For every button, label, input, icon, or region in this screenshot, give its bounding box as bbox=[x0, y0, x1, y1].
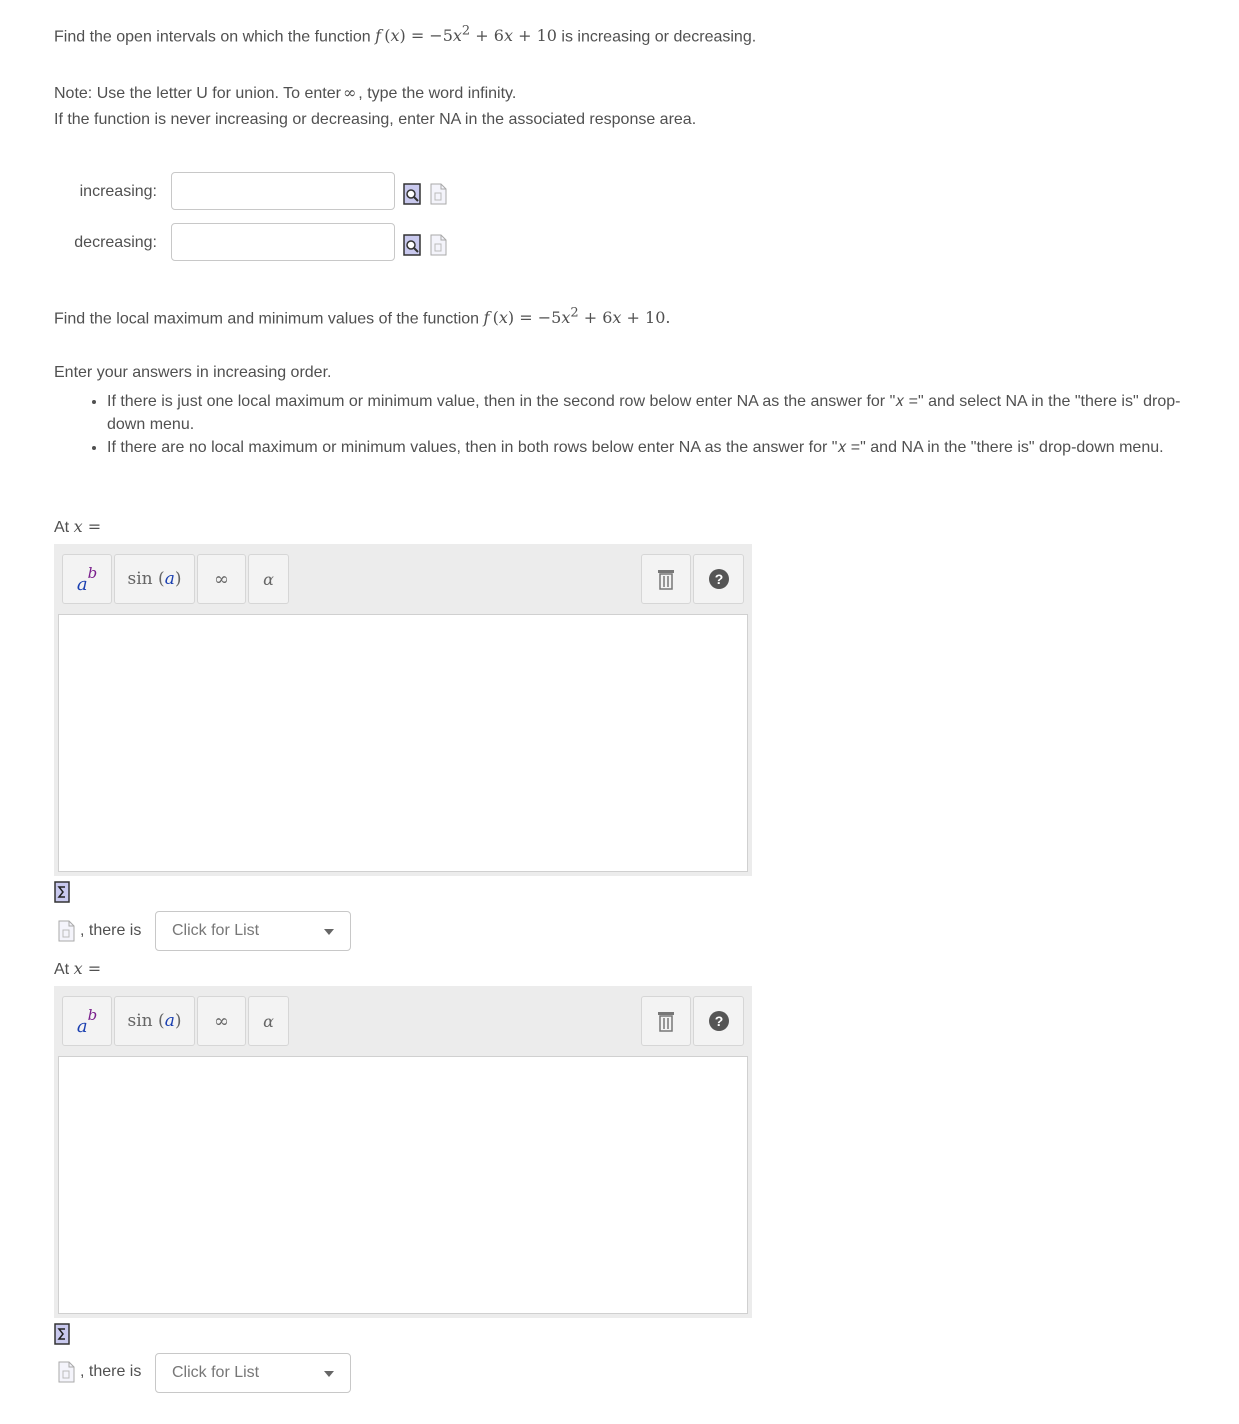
help-button[interactable] bbox=[693, 554, 744, 604]
document-icon[interactable] bbox=[58, 920, 75, 942]
svg-text:?: ? bbox=[714, 571, 723, 587]
sigma-icon[interactable] bbox=[54, 881, 70, 903]
instruction-text: Enter your answers in increasing order. bbox=[54, 364, 332, 381]
at-x-label: At x = bbox=[54, 517, 102, 536]
preview-icon[interactable] bbox=[403, 183, 421, 205]
sigma-icon[interactable] bbox=[54, 1323, 70, 1345]
document-icon[interactable] bbox=[58, 1361, 75, 1383]
help-button[interactable] bbox=[693, 996, 744, 1046]
preview-icon[interactable] bbox=[403, 234, 421, 256]
function-formula: f $(x) = -5x^2 + 6x + 10$ bbox=[375, 24, 557, 46]
increasing-label: increasing: bbox=[79, 183, 157, 200]
function-button[interactable]: sin ( a ) bbox=[114, 996, 195, 1046]
there-is-dropdown[interactable] bbox=[155, 1353, 351, 1393]
infinity-button[interactable]: ∞ bbox=[197, 996, 246, 1046]
decreasing-input[interactable] bbox=[171, 223, 395, 261]
trash-icon bbox=[657, 568, 675, 590]
question-prompt: Find the open intervals on which the function f $(x) = -5x^2 + 6x + 10$ is increasing or decreasing. bbox=[54, 24, 757, 46]
exponent-button[interactable]: a b bbox=[62, 554, 112, 604]
math-input-area[interactable] bbox=[58, 1056, 748, 1314]
function-button[interactable]: sin ( a ) bbox=[114, 554, 195, 604]
at-x-label: At x = bbox=[54, 959, 102, 978]
math-toolbar bbox=[54, 544, 752, 614]
note-line-1: Note: Use the letter U for union. To enter ∞ , type the word infinity. bbox=[54, 83, 517, 102]
trash-button[interactable] bbox=[641, 554, 691, 604]
chevron-down-icon bbox=[324, 1371, 334, 1377]
instruction-list bbox=[54, 390, 1187, 459]
trash-icon bbox=[657, 1010, 675, 1032]
list-item: • If there are no local maximum or minimum values, then in both rows below enter NA as the answer for "𝑥 =" and NA in the "there is" drop-down menu. bbox=[107, 436, 1187, 459]
local-extrema-prompt: Find the local maximum and minimum values of the function f $(x) = -5x^2 + 6x + 10$. bbox=[54, 306, 671, 328]
help-icon bbox=[708, 1010, 730, 1032]
math-editor bbox=[54, 544, 752, 876]
there-is-dropdown[interactable] bbox=[155, 911, 351, 951]
chevron-down-icon bbox=[324, 929, 334, 935]
math-editor bbox=[54, 986, 752, 1318]
function-formula: f $(x) = -5x^2 + 6x + 10$. bbox=[483, 306, 671, 328]
svg-text:?: ? bbox=[714, 1013, 723, 1029]
list-item: • If there is just one local maximum or minimum value, then in the second row below enter NA as the answer for "𝑥 =" and select NA in the "there is" drop-down menu. bbox=[107, 390, 1187, 436]
document-icon[interactable] bbox=[430, 183, 447, 205]
trash-button[interactable] bbox=[641, 996, 691, 1046]
infinity-button[interactable]: ∞ bbox=[197, 554, 246, 604]
greek-button[interactable]: α bbox=[248, 554, 289, 604]
decreasing-label: decreasing: bbox=[74, 234, 157, 251]
increasing-input[interactable] bbox=[171, 172, 395, 210]
there-is-label: , there is bbox=[80, 1363, 142, 1380]
document-icon[interactable] bbox=[430, 234, 447, 256]
note-line-2: If the function is never increasing or decreasing, enter NA in the associated response area. bbox=[54, 111, 697, 128]
dropdown-placeholder: Click for List bbox=[172, 1364, 260, 1381]
help-icon bbox=[708, 568, 730, 590]
greek-button[interactable]: α bbox=[248, 996, 289, 1046]
exponent-button[interactable]: a b bbox=[62, 996, 112, 1046]
math-input-area[interactable] bbox=[58, 614, 748, 872]
dropdown-placeholder: Click for List bbox=[172, 922, 260, 939]
there-is-label: , there is bbox=[80, 922, 142, 939]
math-toolbar bbox=[54, 986, 752, 1056]
